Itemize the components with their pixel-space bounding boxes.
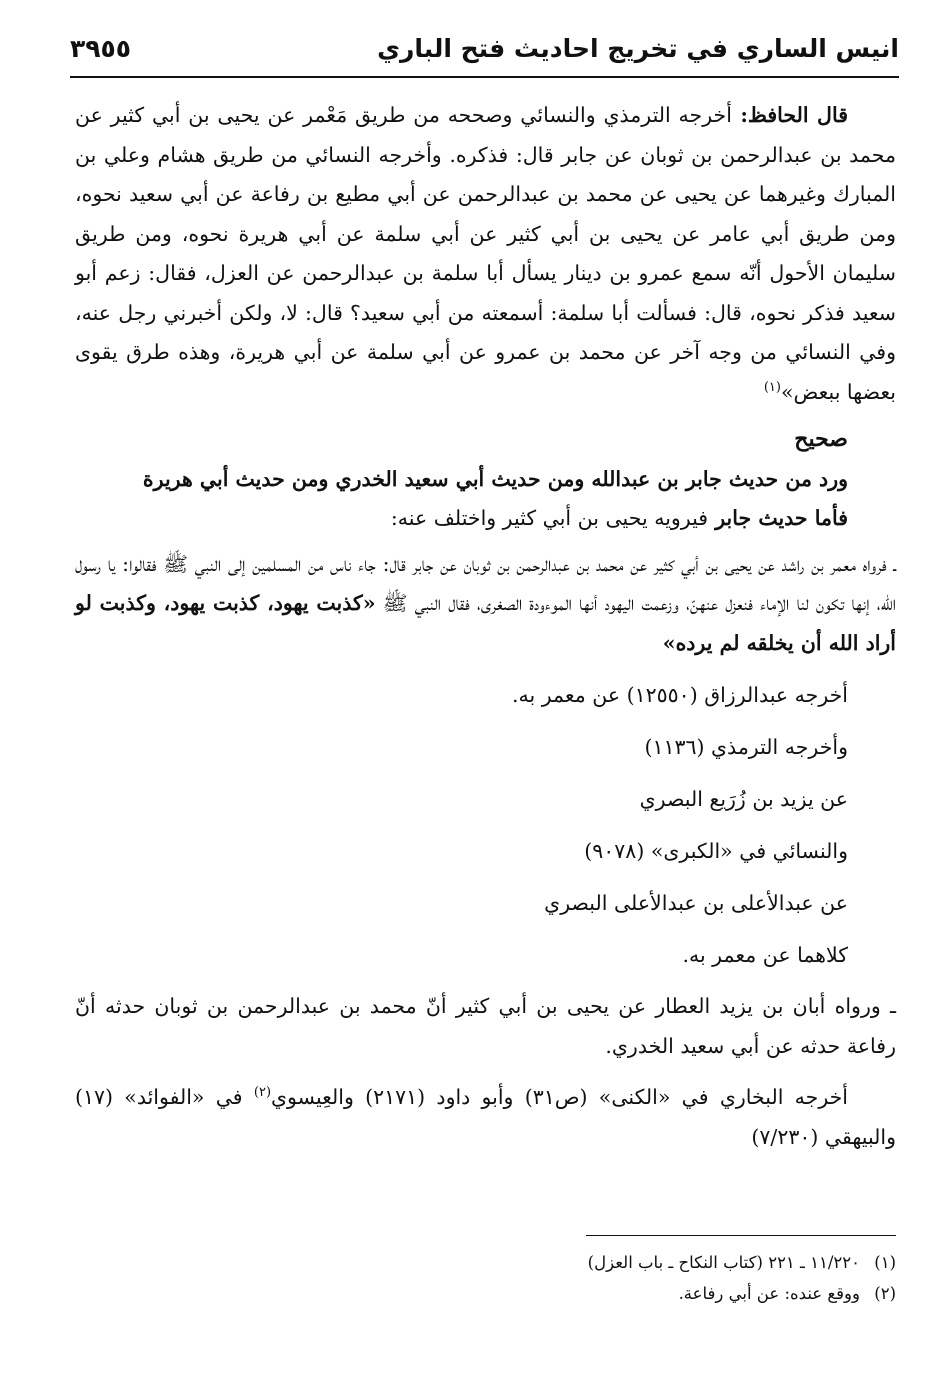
footnotes xyxy=(75,1247,896,1309)
footnote-text: ووقع عنده: عن أبي رفاعة. xyxy=(678,1284,860,1303)
footnote-item xyxy=(75,1278,896,1309)
footnote-ref-1: (١) xyxy=(763,379,781,395)
footnote-text: ١١/٢٢٠ ـ ٢٢١ (كتاب النكاح ـ باب العزل) xyxy=(587,1253,860,1272)
mamar-narration xyxy=(75,545,896,664)
aban-narration: ـ ورواه أبان بن يزيد العطار عن يحيى بن أبي كثير أنّ محمد بن عبدالرحمن بن ثوبان حدثه أنّ رفاعة حدثه عن أبي سعيد الخدري. xyxy=(75,994,897,1058)
book-title: انيس الساري في تخريج احاديث فتح الباري xyxy=(377,34,899,63)
jabir-intro-text: فيرويه يحيى بن أبي كثير واختلف عنه: xyxy=(390,506,709,530)
footnote-ref-2: (٢) xyxy=(253,1085,272,1101)
mamar-narration-text: ـ فرواه معمر بن راشد عن يحيى بن أبي كثير عن محمد بن عبدالرحمن بن ثوبان عن جابر قال: جاء ناس من المسلمين إلى النبي ﷺ فقالوا: يا رسول الله، إنها تكون لنا الإماء فنعزل عنهنّ، وزعمت اليهود أنها الموءودة الصغرى، فقال النبي ﷺ xyxy=(75,551,897,615)
takhrij-line: وأخرجه الترمذي (١١٣٦) xyxy=(644,735,848,759)
takhrij-line: والنسائي في «الكبرى» (٩٠٧٨) xyxy=(584,839,848,863)
hafiz-quote-paragraph xyxy=(75,96,896,412)
page-number: ٣٩٥٥ xyxy=(70,34,132,63)
footnote-number: (١) xyxy=(874,1253,896,1272)
takhrij-line: أخرجه عبدالرزاق (١٢٥٥٠) عن معمر به. xyxy=(511,683,848,707)
jabir-intro xyxy=(75,499,896,539)
quote-text: أخرجه الترمذي والنسائي وصححه من طريق مَعْمر عن يحيى بن أبي كثير عن محمد بن عبدالرحمن بن ثوبان عن جابر قال: فذكره. وأخرجه النسائي من طريق هشام وعلي بن المبارك وغيرهما عن يحيى عن محمد بن عبدالرحمن عن أبي مطيع بن رفاعة عن أبي سعيد نحوه، ومن طريق أبي عامر عن يحيى بن أبي كثير عن أبي سلمة عن أبي هريرة نحوه، ومن طريق سليمان الأحول أنّه سمع عمرو بن دينار يسأل أبا سلمة بن عبدالرحمن عن العزل، فقال: زعم أبو سعيد فذكر نحوه، قال: فسألت أبا سلمة: أسمعته من أبي سعيد؟ قال: لا، ولكن أخبرني رجل عنه، وفي النسائي من وجه آخر عن محمد بن عمرو عن أبي سلمة عن أبي هريرة، وهذه طرق يقوى بعضها ببعض» xyxy=(75,103,897,404)
takhrij-line: كلاهما عن معمر به. xyxy=(682,943,848,967)
takhrij-line: عن يزيد بن زُرَيع البصري xyxy=(639,787,848,811)
running-header xyxy=(70,30,899,78)
footnote-divider xyxy=(586,1235,896,1236)
takhrij-line: عن عبدالأعلى بن عبدالأعلى البصري xyxy=(544,891,848,915)
footnote-number: (٢) xyxy=(874,1284,896,1303)
grade-heading: صحيح xyxy=(794,426,848,452)
aban-takhrij-b: في «الفوائد» (١٧) والبيهقي (٧/٢٣٠) xyxy=(75,1085,896,1149)
main-text xyxy=(75,96,896,1157)
aban-takhrij xyxy=(75,1078,896,1157)
footnote-item xyxy=(75,1247,896,1278)
hadith-matn: «كذبت يهود، كذبت يهود، وكذبت لو أراد الله أن يخلقه لم يرده» xyxy=(75,591,896,655)
quote-label: قال الحافظ: xyxy=(731,103,848,127)
sources-summary: ورد من حديث جابر بن عبدالله ومن حديث أبي سعيد الخدري ومن حديث أبي هريرة xyxy=(142,466,848,491)
jabir-intro-bold: فأما حديث جابر xyxy=(708,506,848,530)
aban-takhrij-a: أخرجه البخاري في «الكنى» (ص٣١) وأبو داود (٢١٧١) والعِيسوي xyxy=(271,1085,848,1109)
